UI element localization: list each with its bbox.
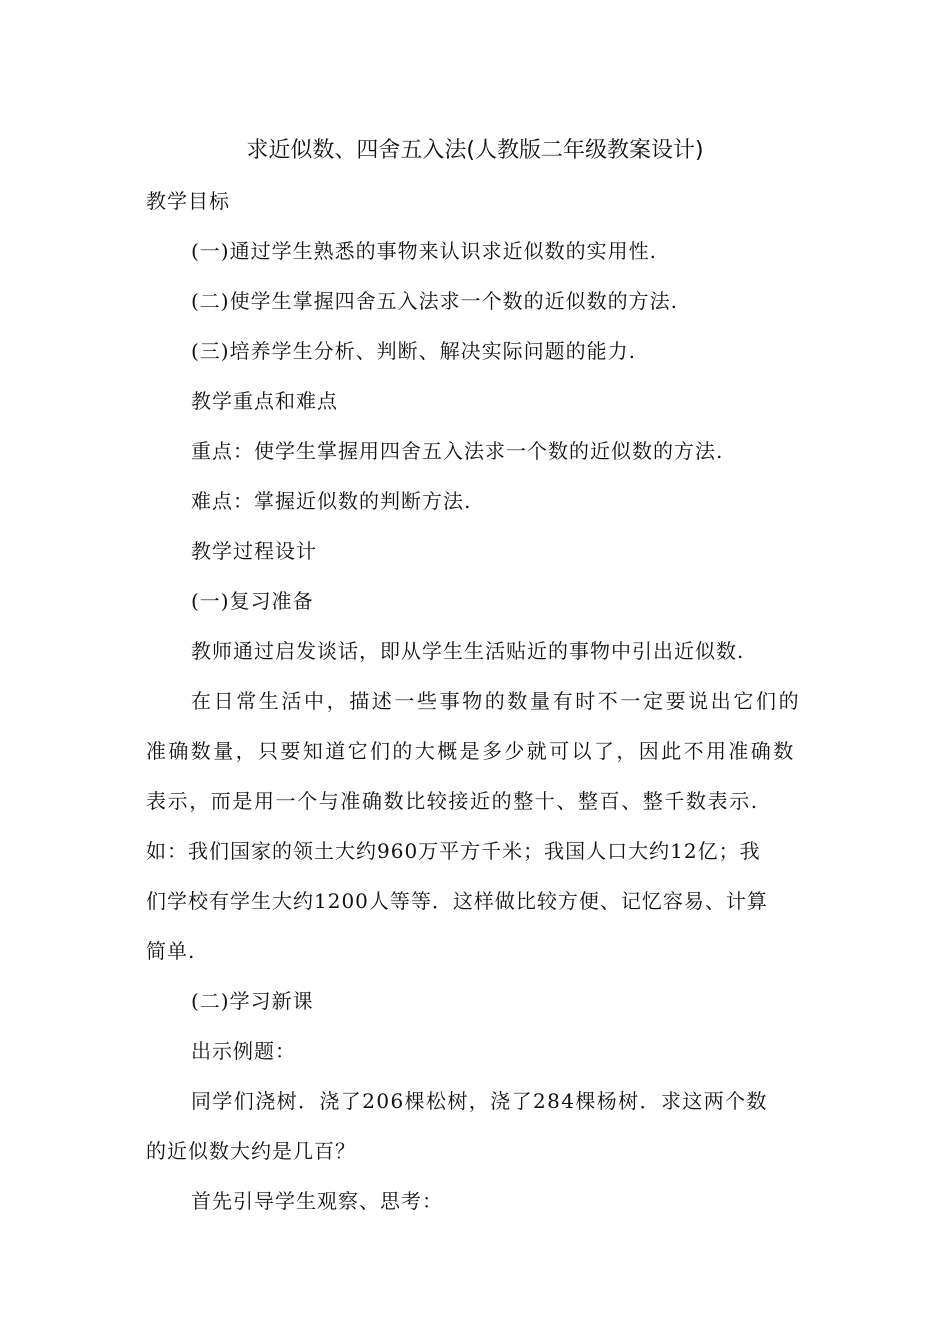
heading-process: 教学过程设计 xyxy=(191,539,317,563)
paragraph-line: 们学校有学生大约1200人等等．这样做比较方便、记忆容易、计算 xyxy=(146,889,768,913)
section-review: (一)复习准备 xyxy=(191,589,314,613)
document-title: 求近似数、四舍五入法(人教版二年级教案设计) xyxy=(246,138,704,163)
goal-one: (一)通过学生熟悉的事物来认识求近似数的实用性. xyxy=(191,239,657,263)
heading-key-points: 教学重点和难点 xyxy=(191,389,338,413)
guidance-text: 首先引导学生观察、思考： xyxy=(191,1189,443,1213)
paragraph-line: 准确数量，只要知道它们的大概是多少就可以了，因此不用准确数 xyxy=(146,739,796,763)
example-text: 同学们浇树．浇了206棵松树，浇了284棵杨树．求这两个数 xyxy=(191,1089,768,1113)
key-point: 重点：使学生掌握用四舍五入法求一个数的近似数的方法. xyxy=(191,439,724,463)
paragraph-line: 表示，而是用一个与准确数比较接近的整十、整百、整千数表示. xyxy=(146,789,759,813)
heading-teaching-goals: 教学目标 xyxy=(146,189,230,213)
example-text: 的近似数大约是几百？ xyxy=(146,1139,356,1163)
example-intro: 出示例题： xyxy=(191,1039,296,1063)
paragraph-line: 在日常生活中，描述一些事物的数量有时不一定要说出它们的 xyxy=(191,689,802,713)
paragraph-line: 简单. xyxy=(146,939,196,963)
paragraph-line: 如：我们国家的领土大约960万平方千米；我国人口大约12亿；我 xyxy=(146,839,761,863)
difficult-point: 难点：掌握近似数的判断方法. xyxy=(191,489,472,513)
paragraph-line: 教师通过启发谈话，即从学生生活贴近的事物中引出近似数. xyxy=(191,639,745,663)
goal-three: (三)培养学生分析、判断、解决实际问题的能力. xyxy=(191,339,636,363)
goal-two: (二)使学生掌握四舍五入法求一个数的近似数的方法. xyxy=(191,289,678,313)
section-new-lesson: (二)学习新课 xyxy=(191,989,314,1013)
